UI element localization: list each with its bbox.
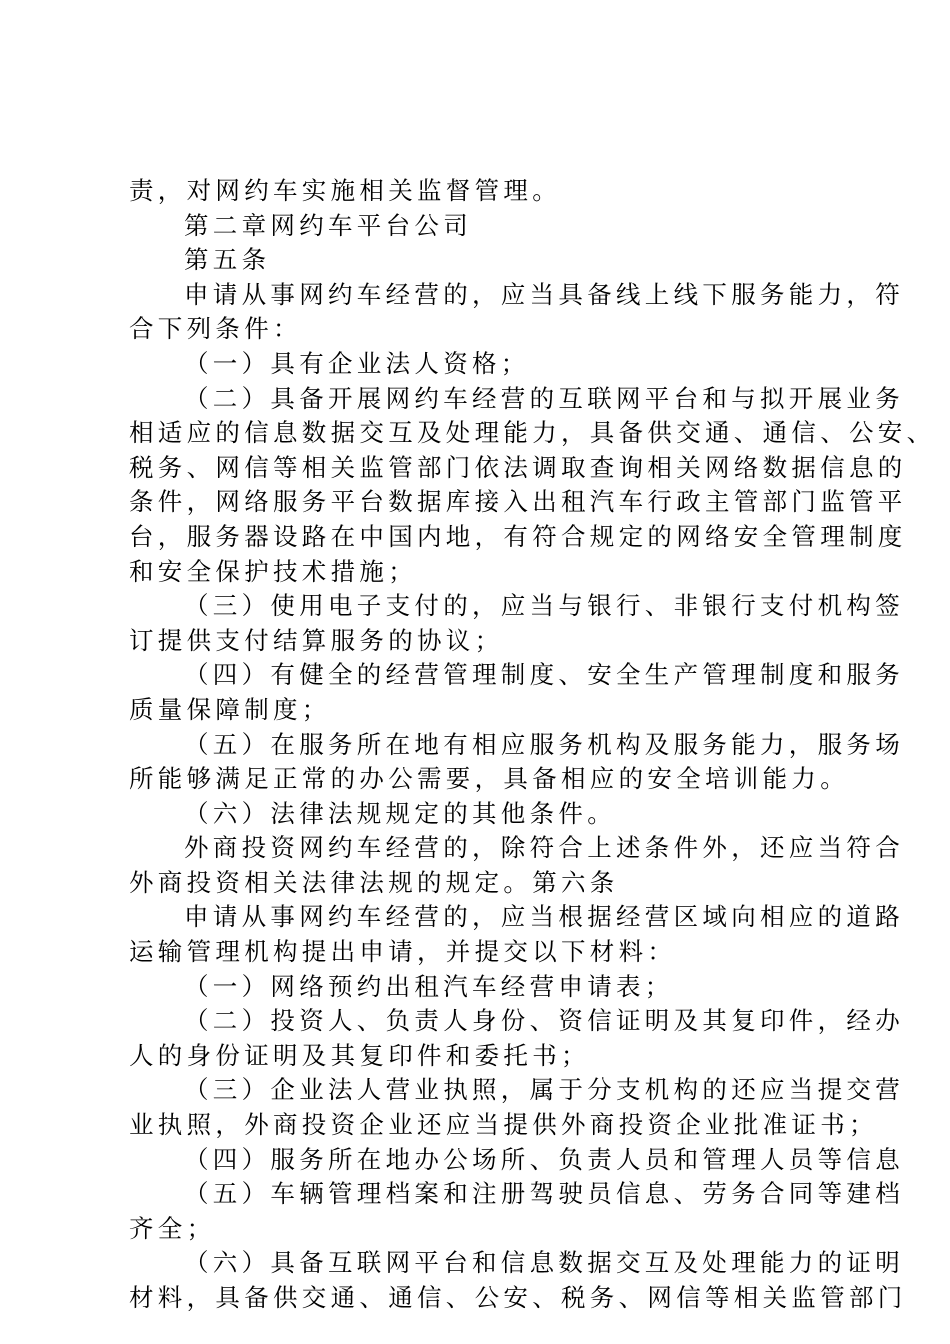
text-line: 申请从事网约车经营的，应当具备线上线下服务能力，符 <box>184 279 904 309</box>
text-line: 运输管理机构提出申请，并提交以下材料： <box>129 937 677 967</box>
text-line: 第五条 <box>184 245 271 275</box>
text-line: （四）服务所在地办公场所、负责人员和管理人员等信息 <box>184 1144 904 1174</box>
text-line: 第二章网约车平台公司 <box>184 210 472 240</box>
text-line: （五）在服务所在地有相应服务机构及服务能力，服务场 <box>184 729 904 759</box>
text-line: 责，对网约车实施相关监督管理。 <box>129 176 561 205</box>
text-line: 申请从事网约车经营的，应当根据经营区域向相应的道路 <box>184 902 904 932</box>
document-body <box>129 174 936 1316</box>
text-line: 和安全保护技术措施； <box>129 556 417 586</box>
text-line: （一）网络预约出租汽车经营申请表； <box>184 971 674 1001</box>
text-line: （二）投资人、负责人身份、资信证明及其复印件，经办 <box>184 1006 904 1036</box>
text-line: （四）有健全的经营管理制度、安全生产管理制度和服务 <box>184 660 904 690</box>
text-line: （三）使用电子支付的，应当与银行、非银行支付机构签 <box>184 591 904 621</box>
text-line: 订提供支付结算服务的协议； <box>129 625 504 655</box>
text-line: （一）具有企业法人资格； <box>184 348 530 378</box>
text-line: 质量保障制度； <box>129 694 331 724</box>
text-line: 条件，网络服务平台数据库接入出租汽车行政主管部门监管平 <box>129 487 907 517</box>
text-line: （六）法律法规规定的其他条件。 <box>184 798 616 828</box>
text-line: （二）具备开展网约车经营的互联网平台和与拟开展业务 <box>184 383 904 413</box>
text-line: （三）企业法人营业执照，属于分支机构的还应当提交营 <box>184 1075 904 1105</box>
text-line: 业执照，外商投资企业还应当提供外商投资企业批准证书； <box>129 1110 878 1140</box>
text-line: 材料，具备供交通、通信、公安、税务、网信等相关监管部门 <box>129 1283 907 1312</box>
text-line: 税务、网信等相关监管部门依法调取查询相关网络数据信息的 <box>129 452 907 482</box>
text-line: 外商投资网约车经营的，除符合上述条件外，还应当符合 <box>184 833 904 863</box>
text-line: 合下列条件： <box>129 314 302 344</box>
text-line: （六）具备互联网平台和信息数据交互及处理能力的证明 <box>184 1248 904 1278</box>
text-line: 人的身份证明及其复印件和委托书； <box>129 1040 590 1070</box>
text-line: 所能够满足正常的办公需要，具备相应的安全培训能力。 <box>129 764 849 794</box>
text-line: 相适应的信息数据交互及处理能力，具备供交通、通信、公安、 <box>129 418 936 448</box>
text-line: 齐全； <box>129 1213 216 1243</box>
text-line: 台，服务器设路在中国内地，有符合规定的网络安全管理制度 <box>129 521 907 551</box>
text-line: 外商投资相关法律法规的规定。第六条 <box>129 867 619 897</box>
text-line: （五）车辆管理档案和注册驾驶员信息、劳务合同等建档 <box>184 1179 904 1209</box>
